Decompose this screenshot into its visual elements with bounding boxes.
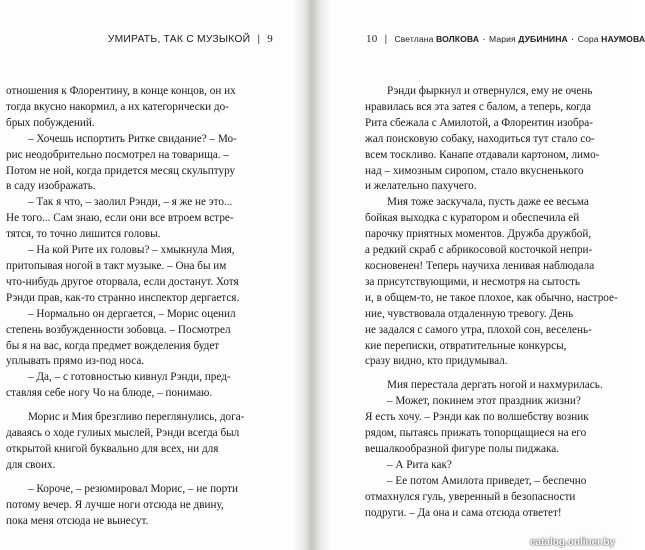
right-page — [318, 0, 645, 550]
text-line: не задался с самого утра, плохой сон, веселень- — [365, 323, 592, 336]
text-line: над – химозным сиропом, стало вкусненького — [365, 164, 584, 177]
text-line: – На кой Рите их головы? – хмыкнула Мия, — [28, 244, 235, 257]
author-1-first: Светлана — [394, 34, 434, 44]
text-line: – Хочешь испортить Ритке свидание? – Мо- — [28, 132, 237, 145]
text-line: вешалкообразной фигуре полы пиджака. — [365, 442, 560, 455]
watermark: catalog.onliner.by — [529, 537, 615, 548]
text-line: уплывать прямо из-под носа. — [6, 355, 145, 368]
text-line: подруги. – Да она и сама отсюда ответет! — [365, 506, 562, 519]
text-line: а редкий скраб с абрикосовой косточкой непри- — [365, 244, 593, 257]
author-1 — [394, 34, 479, 44]
author-1-last: ВОЛКОВА — [435, 34, 480, 44]
book-gutter — [292, 0, 332, 550]
page-number-left: 9 — [267, 33, 273, 45]
text-line: – Короче, – резюмировал Морис, – не порти — [28, 482, 238, 495]
text-line: рис неодобрительно посмотрел на товарища. – — [6, 148, 229, 161]
author-2 — [489, 34, 568, 44]
text-line: бойкая выходка с куратором и обеспечила ей — [365, 212, 580, 225]
separator: | — [257, 34, 261, 45]
text-line: даваясь о ходе гулиых мыслей, Рэнди всегда был — [6, 427, 240, 440]
author-3-last: НАУМОВА — [601, 34, 645, 44]
text-line: – Да, – с готовностью кивнул Рэнди, пред- — [28, 371, 231, 384]
text-line: Я есть хочу. – Рэнди как по волшебству возник — [365, 411, 589, 424]
text-line: открытой книгой буквально для всех, ни для — [6, 442, 219, 455]
left-running-head — [108, 33, 273, 45]
right-running-head: 10 | Светлана ВОЛКОВА · Мария ДУБИНИНА · Сора НАУМОВА — [366, 33, 645, 45]
text-line: тятся, то точно лишится головы. — [6, 228, 161, 241]
text-line: – А Рита как? — [387, 458, 452, 471]
text-line: степень возбужденности зобовца. – Посмотрел — [6, 323, 231, 336]
text-line: всем тоскливо. Канапе отдавали картоном, лимо- — [365, 148, 600, 161]
author-3 — [578, 34, 645, 44]
text-line: кие переписки, отвратительные конкурсы, — [365, 339, 567, 352]
separator: | — [384, 34, 388, 45]
text-line: в саду изображать. — [6, 180, 96, 193]
right-body-text — [365, 84, 618, 521]
text-line: парочку приятных моментов. Дружба дружбой, — [365, 228, 592, 241]
text-line: рядом, пытаясь прижать топорщащиеся на его — [365, 427, 587, 440]
text-line: брых побуждений. — [6, 116, 95, 129]
text-line: – Ее потом Амилота приведет, – беспечно — [387, 474, 587, 487]
text-line: и, в общем-то, не такое плохое, как обычно, настрое- — [365, 291, 618, 304]
text-line: ставляя себе ногу Чо на блюде, – понимаю. — [6, 387, 213, 400]
text-line: отношения к Флорентину, в конце концов, он их — [6, 85, 236, 97]
text-line: жал поисковую собаку, находиться тут стало со- — [365, 132, 595, 145]
text-line: за присутствующими, и несмотря на сытость — [365, 275, 581, 288]
text-line: Рита сбежала с Амилотой, а Флорентин изобра- — [365, 116, 593, 129]
text-line: – Нормально он дергается, – Морис оценил — [28, 307, 236, 320]
author-2-last: ДУБИНИНА — [518, 34, 568, 44]
text-line: и желательно пахучего. — [365, 180, 477, 193]
text-line: – Так я что, – заолил Рэнди, – я же не это... — [28, 196, 233, 209]
text-line: Мия тоже заскучала, пусть даже ее весьма — [387, 196, 589, 209]
text-line: потому вечер. Я лучше ноги отсюда не двину, — [6, 498, 224, 511]
text-line: Не того... Сам знаю, если они все втроем встре- — [6, 212, 234, 225]
running-title: УМИРАТЬ, ТАК С МУЗЫКОЙ — [107, 34, 251, 45]
text-line: тогда вкусно накормил, а их категорически до- — [6, 100, 229, 113]
text-line: пока меня отсюда не вынесут. — [6, 514, 149, 527]
text-line: что-нибудь другое оторвала, если достанут. Хотя — [6, 275, 239, 288]
text-line: для своих. — [6, 458, 56, 471]
text-line: бы я на вас, когда предмет вожделения будет — [6, 339, 220, 352]
left-body-text — [6, 84, 288, 529]
text-line: косновенен! Теперь научиха ленивая наблюдала — [365, 259, 595, 272]
text-line: ние, чувствовала отдаленную тревогу. День — [365, 307, 574, 320]
text-line: Морис и Мия брезгливо переглянулись, дога- — [28, 411, 245, 424]
author-2-first: Мария — [489, 34, 516, 44]
text-line: Мия перестала дергать ногой и нахмурилась. — [387, 379, 603, 392]
text-line: – Может, покинем этот праздник жизни? — [387, 395, 581, 408]
text-line: сразу видно, кто придумывал. — [365, 355, 508, 368]
text-line: нравилась вся эта затея с балом, а теперь, когда — [365, 100, 591, 113]
text-line: Потом не ной, когда придется месяц скульптуру — [6, 164, 236, 177]
text-line: Рэнди прав, как-то странно инспектор дергается. — [6, 291, 240, 304]
page-number-right: 10 — [366, 33, 378, 45]
left-page — [0, 0, 306, 550]
author-3-first: Сора — [577, 34, 599, 44]
text-line: отмахнулся гуль, уверенный в безопасности — [365, 490, 576, 503]
text-line: Рэнди фыркнул и отвернулся, ему не очень — [387, 85, 593, 97]
text-line: притопывая ногой в такт музыке. – Она бы им — [6, 259, 227, 272]
